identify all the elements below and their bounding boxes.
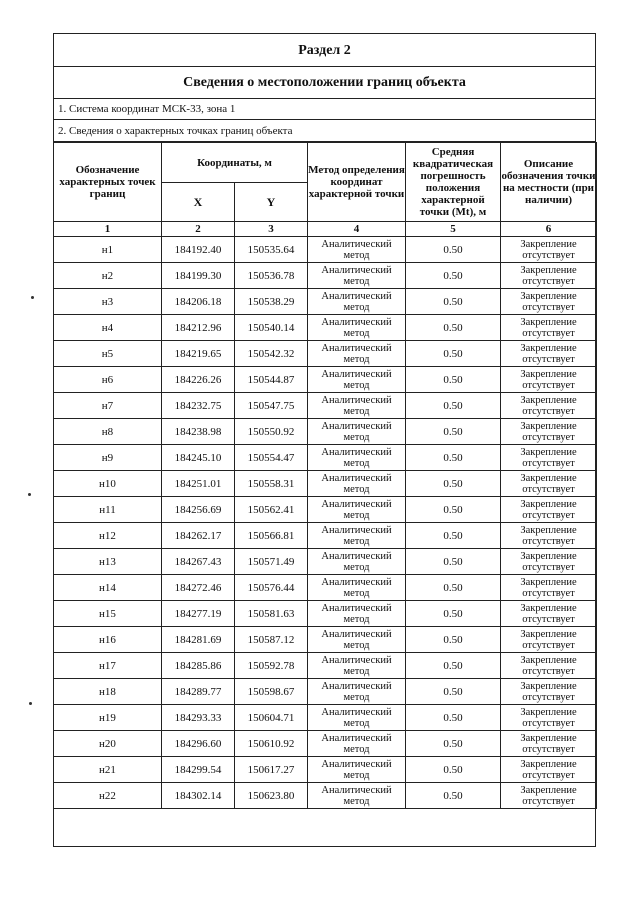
description-cell: Закрепление отсутствует <box>501 575 597 601</box>
header-x: X <box>162 183 235 222</box>
y-cell: 150604.71 <box>235 705 308 731</box>
point-cell: н14 <box>54 575 162 601</box>
table-row <box>54 549 597 575</box>
table-row <box>54 757 597 783</box>
method-cell: Аналитический метод <box>308 497 406 523</box>
column-number: 1 <box>54 222 162 237</box>
point-cell: н5 <box>54 341 162 367</box>
table-row <box>54 341 597 367</box>
x-cell: 184296.60 <box>162 731 235 757</box>
point-cell: н3 <box>54 289 162 315</box>
error-cell: 0.50 <box>406 497 501 523</box>
y-cell: 150544.87 <box>235 367 308 393</box>
error-cell: 0.50 <box>406 393 501 419</box>
method-cell: Аналитический метод <box>308 289 406 315</box>
description-cell: Закрепление отсутствует <box>501 471 597 497</box>
point-cell: н12 <box>54 523 162 549</box>
error-cell: 0.50 <box>406 523 501 549</box>
description-cell: Закрепление отсутствует <box>501 705 597 731</box>
table-row <box>54 237 597 263</box>
x-cell: 184226.26 <box>162 367 235 393</box>
table-row <box>54 445 597 471</box>
method-cell: Аналитический метод <box>308 393 406 419</box>
table-row <box>54 731 597 757</box>
point-cell: н20 <box>54 731 162 757</box>
error-cell: 0.50 <box>406 705 501 731</box>
method-cell: Аналитический метод <box>308 549 406 575</box>
header-point: Обозначение характерных точек границ <box>54 143 162 222</box>
y-cell: 150554.47 <box>235 445 308 471</box>
y-cell: 150592.78 <box>235 653 308 679</box>
method-cell: Аналитический метод <box>308 653 406 679</box>
method-cell: Аналитический метод <box>308 237 406 263</box>
point-cell: н16 <box>54 627 162 653</box>
header-y: Y <box>235 183 308 222</box>
x-cell: 184232.75 <box>162 393 235 419</box>
table-row <box>54 783 597 809</box>
x-cell: 184293.33 <box>162 705 235 731</box>
column-number: 4 <box>308 222 406 237</box>
y-cell: 150538.29 <box>235 289 308 315</box>
scan-speck <box>28 493 31 496</box>
x-cell: 184251.01 <box>162 471 235 497</box>
object-title: Сведения о местоположении границ объекта <box>54 66 595 99</box>
point-cell: н7 <box>54 393 162 419</box>
table-row <box>54 679 597 705</box>
method-cell: Аналитический метод <box>308 341 406 367</box>
y-cell: 150566.81 <box>235 523 308 549</box>
y-cell: 150610.92 <box>235 731 308 757</box>
table-row <box>54 471 597 497</box>
description-cell: Закрепление отсутствует <box>501 445 597 471</box>
x-cell: 184256.69 <box>162 497 235 523</box>
x-cell: 184281.69 <box>162 627 235 653</box>
x-cell: 184299.54 <box>162 757 235 783</box>
description-cell: Закрепление отсутствует <box>501 341 597 367</box>
point-cell: н15 <box>54 601 162 627</box>
y-cell: 150587.12 <box>235 627 308 653</box>
description-cell: Закрепление отсутствует <box>501 289 597 315</box>
description-cell: Закрепление отсутствует <box>501 497 597 523</box>
table-row <box>54 575 597 601</box>
error-cell: 0.50 <box>406 315 501 341</box>
point-cell: н6 <box>54 367 162 393</box>
description-cell: Закрепление отсутствует <box>501 315 597 341</box>
y-cell: 150571.49 <box>235 549 308 575</box>
column-number: 2 <box>162 222 235 237</box>
table-row <box>54 497 597 523</box>
description-cell: Закрепление отсутствует <box>501 549 597 575</box>
y-cell: 150536.78 <box>235 263 308 289</box>
table-row <box>54 315 597 341</box>
error-cell: 0.50 <box>406 653 501 679</box>
description-cell: Закрепление отсутствует <box>501 757 597 783</box>
point-cell: н19 <box>54 705 162 731</box>
table-row <box>54 393 597 419</box>
point-cell: н17 <box>54 653 162 679</box>
error-cell: 0.50 <box>406 783 501 809</box>
error-cell: 0.50 <box>406 237 501 263</box>
point-cell: н8 <box>54 419 162 445</box>
y-cell: 150623.80 <box>235 783 308 809</box>
x-cell: 184267.43 <box>162 549 235 575</box>
table-row <box>54 263 597 289</box>
method-cell: Аналитический метод <box>308 757 406 783</box>
points-info-line: 2. Сведения о характерных точках границ объекта <box>54 120 595 142</box>
description-cell: Закрепление отсутствует <box>501 237 597 263</box>
table-row <box>54 289 597 315</box>
header-coords: Координаты, м <box>162 143 308 183</box>
method-cell: Аналитический метод <box>308 263 406 289</box>
x-cell: 184192.40 <box>162 237 235 263</box>
description-cell: Закрепление отсутствует <box>501 601 597 627</box>
method-cell: Аналитический метод <box>308 705 406 731</box>
coord-system-line: 1. Система координат МСК-33, зона 1 <box>54 98 595 120</box>
method-cell: Аналитический метод <box>308 445 406 471</box>
x-cell: 184245.10 <box>162 445 235 471</box>
method-cell: Аналитический метод <box>308 627 406 653</box>
y-cell: 150558.31 <box>235 471 308 497</box>
column-number: 3 <box>235 222 308 237</box>
point-cell: н13 <box>54 549 162 575</box>
x-cell: 184285.86 <box>162 653 235 679</box>
y-cell: 150617.27 <box>235 757 308 783</box>
point-cell: н11 <box>54 497 162 523</box>
method-cell: Аналитический метод <box>308 601 406 627</box>
description-cell: Закрепление отсутствует <box>501 627 597 653</box>
document-frame <box>53 33 596 847</box>
y-cell: 150535.64 <box>235 237 308 263</box>
column-number: 6 <box>501 222 597 237</box>
description-cell: Закрепление отсутствует <box>501 523 597 549</box>
x-cell: 184199.30 <box>162 263 235 289</box>
method-cell: Аналитический метод <box>308 731 406 757</box>
table-row <box>54 523 597 549</box>
error-cell: 0.50 <box>406 757 501 783</box>
point-cell: н10 <box>54 471 162 497</box>
description-cell: Закрепление отсутствует <box>501 263 597 289</box>
error-cell: 0.50 <box>406 367 501 393</box>
points-table <box>53 142 597 809</box>
x-cell: 184302.14 <box>162 783 235 809</box>
error-cell: 0.50 <box>406 445 501 471</box>
x-cell: 184219.65 <box>162 341 235 367</box>
section-title: Раздел 2 <box>54 34 595 67</box>
header-method: Метод определения координат характерной точки <box>308 143 406 222</box>
method-cell: Аналитический метод <box>308 783 406 809</box>
description-cell: Закрепление отсутствует <box>501 419 597 445</box>
description-cell: Закрепление отсутствует <box>501 783 597 809</box>
y-cell: 150576.44 <box>235 575 308 601</box>
table-row <box>54 705 597 731</box>
error-cell: 0.50 <box>406 263 501 289</box>
y-cell: 150550.92 <box>235 419 308 445</box>
method-cell: Аналитический метод <box>308 575 406 601</box>
x-cell: 184289.77 <box>162 679 235 705</box>
description-cell: Закрепление отсутствует <box>501 653 597 679</box>
point-cell: н18 <box>54 679 162 705</box>
points-table-body <box>54 237 597 809</box>
description-cell: Закрепление отсутствует <box>501 393 597 419</box>
description-cell: Закрепление отсутствует <box>501 731 597 757</box>
error-cell: 0.50 <box>406 575 501 601</box>
scan-speck <box>31 296 34 299</box>
x-cell: 184238.98 <box>162 419 235 445</box>
method-cell: Аналитический метод <box>308 471 406 497</box>
y-cell: 150540.14 <box>235 315 308 341</box>
header-description: Описание обозначения точки на местности (при наличии) <box>501 143 597 222</box>
x-cell: 184272.46 <box>162 575 235 601</box>
error-cell: 0.50 <box>406 549 501 575</box>
error-cell: 0.50 <box>406 289 501 315</box>
error-cell: 0.50 <box>406 679 501 705</box>
table-row <box>54 419 597 445</box>
x-cell: 184206.18 <box>162 289 235 315</box>
method-cell: Аналитический метод <box>308 679 406 705</box>
column-number: 5 <box>406 222 501 237</box>
table-row <box>54 601 597 627</box>
y-cell: 150581.63 <box>235 601 308 627</box>
table-row <box>54 367 597 393</box>
y-cell: 150562.41 <box>235 497 308 523</box>
error-cell: 0.50 <box>406 341 501 367</box>
method-cell: Аналитический метод <box>308 315 406 341</box>
point-cell: н9 <box>54 445 162 471</box>
x-cell: 184212.96 <box>162 315 235 341</box>
x-cell: 184277.19 <box>162 601 235 627</box>
table-row <box>54 653 597 679</box>
error-cell: 0.50 <box>406 731 501 757</box>
error-cell: 0.50 <box>406 419 501 445</box>
method-cell: Аналитический метод <box>308 367 406 393</box>
header-error: Средняя квадратическая погрешность положения характерной точки (Mt), м <box>406 143 501 222</box>
error-cell: 0.50 <box>406 627 501 653</box>
method-cell: Аналитический метод <box>308 419 406 445</box>
x-cell: 184262.17 <box>162 523 235 549</box>
point-cell: н4 <box>54 315 162 341</box>
point-cell: н1 <box>54 237 162 263</box>
table-row <box>54 627 597 653</box>
error-cell: 0.50 <box>406 601 501 627</box>
y-cell: 150547.75 <box>235 393 308 419</box>
y-cell: 150542.32 <box>235 341 308 367</box>
method-cell: Аналитический метод <box>308 523 406 549</box>
point-cell: н2 <box>54 263 162 289</box>
point-cell: н22 <box>54 783 162 809</box>
point-cell: н21 <box>54 757 162 783</box>
description-cell: Закрепление отсутствует <box>501 679 597 705</box>
scan-speck <box>29 702 32 705</box>
y-cell: 150598.67 <box>235 679 308 705</box>
description-cell: Закрепление отсутствует <box>501 367 597 393</box>
error-cell: 0.50 <box>406 471 501 497</box>
